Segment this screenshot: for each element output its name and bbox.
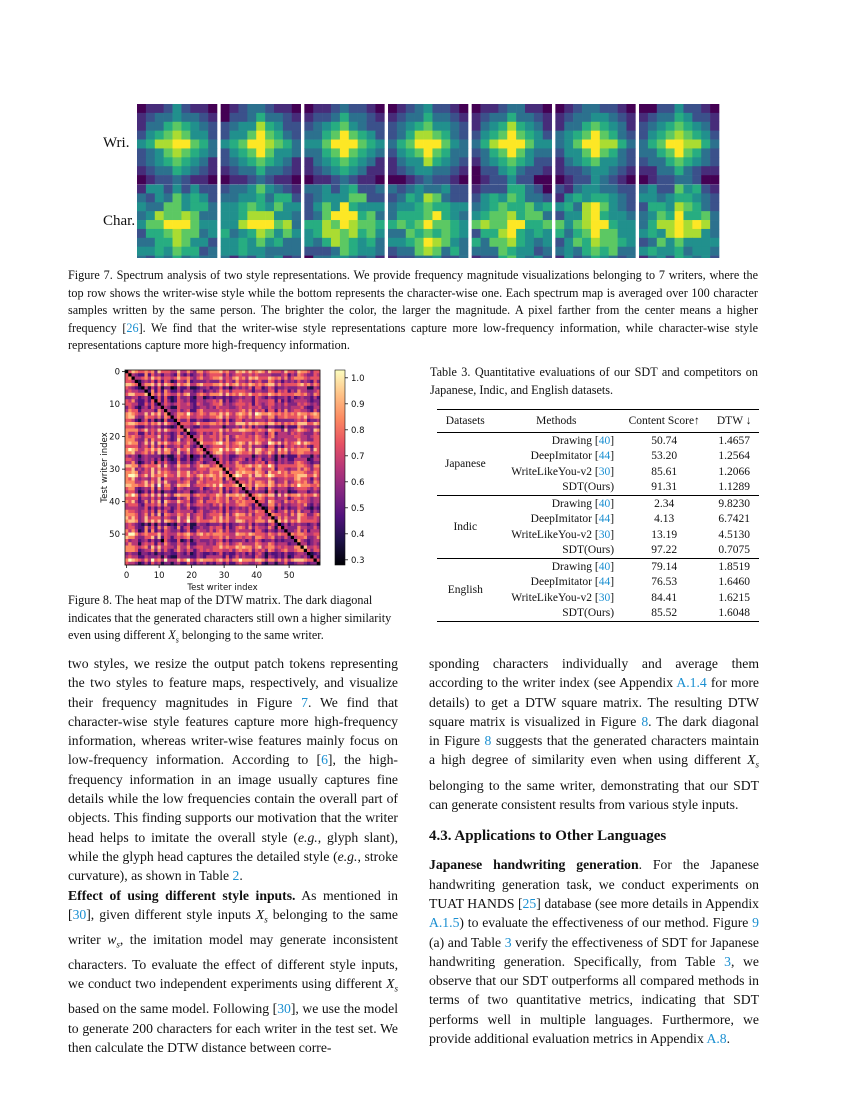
content-score-cell: 2.34 xyxy=(654,497,675,510)
writer-spectrum-map xyxy=(472,104,552,184)
method-cell: SDT(Ours) xyxy=(562,481,615,494)
dtw-cell: 1.2564 xyxy=(718,450,750,463)
dataset-cell: Japanese xyxy=(444,458,486,470)
colorbar-tick-label: 0.4 xyxy=(351,529,365,540)
table-3 xyxy=(437,409,759,622)
colorbar-tick-label: 0.6 xyxy=(351,477,365,488)
writer-spectrum-map xyxy=(137,104,217,184)
dataset-cell: Indic xyxy=(453,521,478,533)
dtw-cell: 6.7421 xyxy=(718,513,750,526)
col-header-content-score: Content Score↑ xyxy=(628,415,700,427)
dataset-cell: English xyxy=(447,584,483,596)
figure-7-caption: Figure 7. Spectrum analysis of two style representations. We provide frequency magnitude visualizations belonging to 7 writers, where the top row shows the writer-wise style while the bottom represents the character-wise one. Each spectrum map is averaged over 100 character samples written by the same person. The brighter the color, the larger the magnitude. A pixel farther from the center means a higher frequency [26]. We find that the writer-wise style representations capture more low-frequency information, while character-wise style representations capture more high-frequency information. xyxy=(68,268,758,352)
content-score-cell: 85.52 xyxy=(651,607,678,620)
x-tick-label: 0 xyxy=(123,571,130,581)
dtw-cell: 1.4657 xyxy=(718,434,750,447)
content-score-cell: 13.19 xyxy=(651,528,678,541)
dtw-cell: 4.5130 xyxy=(718,528,750,541)
dtw-cell: 9.8230 xyxy=(718,497,750,510)
dtw-cell: 1.1289 xyxy=(718,481,750,494)
method-cell: WriteLikeYou-v2 [30] xyxy=(511,528,615,541)
table-row xyxy=(437,433,759,449)
table-row xyxy=(437,496,759,512)
colorbar-tick-label: 0.3 xyxy=(351,555,365,566)
colorbar-tick-label: 0.8 xyxy=(351,425,365,436)
writer-spectrum-map xyxy=(221,104,301,184)
paragraph: Effect of using different style inputs. As mentioned in [30], given different style inputs $X_s$ belonging to the same writer $w_s$, the imitation model may generate inconsistent characters. To evaluate the effect of different style inputs, we conduct two independent experiments using different $X_s$ based on the same model. Following [30], we use the model to generate 200 characters for each writer in the test set. We then calculate the DTW distance between corre- xyxy=(68,887,399,1055)
y-tick-label: 40 xyxy=(109,497,120,508)
y-tick-label: 50 xyxy=(109,530,120,541)
char-spectrum-map xyxy=(639,185,719,259)
char-spectrum-map xyxy=(137,185,217,259)
paragraph: Japanese handwriting generation. For the Japanese handwriting generation task, we conduct experiments on TUAT HANDS [25] database (see more details in Appendix A.1.5) to evaluate the effectiveness of our method. Figure 9 (a) and Table 3 verify the effectiveness of SDT for Japanese handwriting generation. Specifically, from Table 3, we observe that our SDT outperforms all compared methods in terms of two quantitative metrics, indicating that SDT performs well in multiple languages. Furthermore, we provide additional evaluation metrics in Appendix A.8. xyxy=(429,857,759,1047)
section-title: 4.3. Applications to Other Languages xyxy=(429,828,667,845)
colorbar-tick-label: 0.5 xyxy=(351,503,365,514)
y-tick-label: 0 xyxy=(114,367,120,378)
method-cell: SDT(Ours) xyxy=(562,607,615,620)
writer-spectrum-map xyxy=(388,104,468,184)
method-cell: Drawing [40] xyxy=(551,560,615,573)
dtw-heatmap xyxy=(95,360,395,592)
col-header-dtw: DTW ↓ xyxy=(716,415,752,427)
paragraph: two styles, we resize the output patch tokens representing the two styles to feature maps, respectively, and visualize their frequency magnitudes in Figure 7. We find that character-wise style features capture more high-frequency information, whereas writer-wise features mainly focus on low-frequency information. According to [6], the high-frequency information in an image usually captures fine details while the low frequencies contain the overall part of objects. This finding supports our motivation that the writer head helps to imitate the overall style (e.g., glyph slant), while the glyph head captures the detailed style (e.g., stroke curvature), as shown in Table 2. xyxy=(68,656,398,884)
colorbar-tick-label: 1.0 xyxy=(351,373,365,384)
y-tick-label: 30 xyxy=(109,465,120,476)
x-axis-label: Test writer index xyxy=(187,583,258,592)
colorbar-tick-label: 0.7 xyxy=(351,451,365,462)
char-spectrum-map xyxy=(555,185,635,259)
writer-spectrum-map xyxy=(639,104,719,184)
content-score-cell: 91.31 xyxy=(651,481,678,494)
y-tick-label: 10 xyxy=(109,400,120,411)
char-spectrum-map xyxy=(304,185,384,259)
method-cell: SDT(Ours) xyxy=(562,544,615,557)
left-column-text xyxy=(68,654,398,1057)
method-cell: DeepImitator [44] xyxy=(530,450,615,463)
x-tick-label: 20 xyxy=(186,571,198,581)
paragraph: sponding characters individually and average them according to the writer index (see Appendix A.1.4 for more details) to get a DTW square matrix. The resulting DTW square matrix is visualized in Figure 8. The dark diagonal in Figure 8 suggests that the generated characters maintain a high degree of similarity even when using different $X_s$ belonging to the same writer, demonstrating that our SDT can generate consistent results from various style inputs. xyxy=(429,656,759,812)
x-tick-label: 10 xyxy=(153,571,165,581)
content-score-cell: 79.14 xyxy=(651,560,678,573)
content-score-cell: 50.74 xyxy=(651,434,678,447)
method-cell: Drawing [40] xyxy=(551,434,615,447)
row-label-char: Char. xyxy=(103,213,136,229)
content-score-cell: 76.53 xyxy=(651,576,678,589)
colorbar xyxy=(335,370,345,565)
content-score-cell: 4.13 xyxy=(654,513,675,526)
y-tick-label: 20 xyxy=(109,432,120,443)
method-cell: DeepImitator [44] xyxy=(530,576,615,589)
x-tick-label: 30 xyxy=(218,571,230,581)
content-score-cell: 97.22 xyxy=(651,544,678,557)
right-column-text xyxy=(429,654,759,1048)
method-cell: Drawing [40] xyxy=(551,497,615,510)
y-axis-label: Test writer index xyxy=(100,432,110,503)
x-tick-label: 40 xyxy=(251,571,263,581)
writer-spectrum-map xyxy=(304,104,384,184)
char-spectrum-map xyxy=(388,185,468,259)
dtw-cell: 1.2066 xyxy=(718,465,750,478)
spectrum-maps xyxy=(137,104,759,258)
dtw-cell: 1.6048 xyxy=(718,607,750,620)
content-score-cell: 85.61 xyxy=(651,465,678,478)
table-row xyxy=(437,559,759,575)
dtw-cell: 1.6215 xyxy=(718,591,750,604)
colorbar-tick-label: 0.9 xyxy=(351,399,365,410)
row-label-writer: Wri. xyxy=(103,135,130,151)
dtw-cell: 1.8519 xyxy=(718,560,750,573)
x-tick-label: 50 xyxy=(283,571,295,581)
char-spectrum-map xyxy=(472,185,552,259)
char-spectrum-map xyxy=(221,185,301,259)
table-3-caption: Table 3. Quantitative evaluations of our SDT and competitors on Japanese, Indic, and English datasets. xyxy=(430,365,758,397)
col-header-datasets: Datasets xyxy=(445,415,485,427)
heatmap-cells xyxy=(125,370,320,565)
content-score-cell: 84.41 xyxy=(651,591,678,604)
method-cell: WriteLikeYou-v2 [30] xyxy=(511,591,615,604)
method-cell: WriteLikeYou-v2 [30] xyxy=(511,465,615,478)
dtw-cell: 0.7075 xyxy=(718,544,750,557)
col-header-methods: Methods xyxy=(536,415,577,427)
figure-8-caption: Figure 8. The heat map of the DTW matrix. The dark diagonal indicates that the generated characters still own a higher similarity even using different $X_s$ belonging to the same writer. xyxy=(68,593,392,645)
content-score-cell: 53.20 xyxy=(651,450,678,463)
dtw-cell: 1.6460 xyxy=(718,576,750,589)
writer-spectrum-map xyxy=(555,104,635,184)
method-cell: DeepImitator [44] xyxy=(530,513,615,526)
